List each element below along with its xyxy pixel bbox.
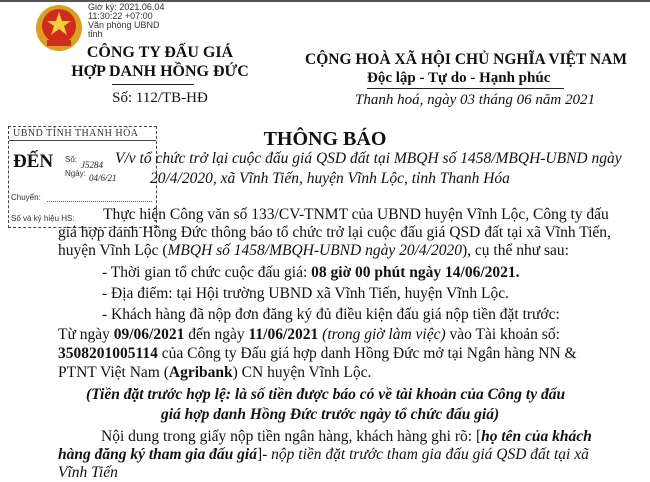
text: - Thời gian tổ chức cuộc đấu giá:	[102, 264, 312, 281]
text: 09/06/2021	[113, 326, 185, 343]
text: ]-	[256, 446, 272, 463]
text: hàng đăng ký tham gia đấu giá	[58, 446, 257, 463]
place-and-date: Thanh hoá, ngày 03 tháng 06 năm 2021	[355, 92, 595, 108]
text: Từ ngày	[58, 326, 114, 343]
text: đến ngày	[184, 326, 249, 343]
national-motto: Độc lập - Tự do - Hạnh phúc	[367, 70, 551, 86]
text: ) CN huyện Vĩnh Lộc.	[232, 364, 372, 381]
subject-line1: V/v tổ chức trở lại cuộc đấu giá QSD đất tại MBQH số 1458/MBQH-UBND ngày	[115, 150, 622, 167]
stamp-ngay-value: 04/6/21	[89, 173, 117, 183]
deposit-line4	[58, 364, 371, 382]
document-title: THÔNG BÁO	[263, 128, 387, 150]
text: ), cụ thể như sau:	[461, 242, 569, 259]
signature-office: Văn phòng UBND	[88, 20, 160, 30]
body-p1-line3	[58, 242, 569, 260]
stamp-dotted-line	[47, 201, 152, 202]
signature-timezone: 11:30:22 +07:00	[88, 11, 153, 21]
stamp-den: ĐẾN	[13, 151, 54, 172]
signature-time: Giờ ký: 2021.06.04	[88, 2, 165, 12]
stamp-hs-label: Số và ký hiệu HS:	[11, 214, 75, 223]
content-line1	[101, 428, 592, 446]
stamp-so-value: J5284	[81, 160, 103, 170]
deposit-line2	[58, 326, 560, 344]
text: Agribank	[168, 364, 233, 381]
deposit-line1: - Khách hàng đã nộp đơn đăng ký đủ điều kiện đấu giá nộp tiền đặt trước:	[102, 306, 560, 323]
text: huyện Vĩnh Lộc (	[58, 242, 168, 259]
stamp-so-label: Số:	[65, 155, 78, 164]
auction-place: - Địa điểm: tại Hội trường UBND xã Vĩnh Tiến, huyện Vĩnh Lộc.	[102, 285, 509, 302]
deposit-line3	[58, 345, 577, 363]
note-line1: (Tiền đặt trước hợp lệ: là số tiền được báo có về tài khoản của Công ty đấu	[86, 386, 566, 403]
stamp-divider	[9, 140, 156, 141]
text: MBQH số 1458/MBQH-UBND ngày 20/4/2020	[167, 242, 462, 259]
text: họ tên của khách	[481, 428, 592, 445]
text: 11/06/2021	[248, 326, 319, 343]
country-name: CỘNG HOÀ XÃ HỘI CHỦ NGHĨA VIỆT NAM	[305, 51, 627, 68]
stamp-ngay-label: Ngày:	[65, 169, 86, 178]
stamp-chuyen-label: Chuyển:	[11, 193, 41, 202]
header-underline	[112, 84, 194, 85]
digital-signature-info	[88, 3, 164, 39]
text: nộp tiền đặt trước tham gia đấu giá QSD đất tại xã	[271, 446, 589, 463]
document-number: Số: 112/TB-HĐ	[112, 90, 208, 106]
content-line3: Vĩnh Tiến	[58, 464, 118, 481]
body-p1-line1: Thực hiện Công văn số 133/CV-TNMT của UBND huyện Vĩnh Lộc, Công ty đấu	[103, 206, 609, 223]
signature-office-cont: tỉnh	[88, 29, 103, 39]
company-name-line2: HỢP DANH HỒNG ĐỨC	[71, 63, 249, 80]
motto-underline	[367, 88, 564, 89]
company-name-line1: CÔNG TY ĐẤU GIÁ	[86, 44, 234, 61]
stamp-header: UBND TỈNH THANH HÓA	[13, 128, 139, 139]
body-p1-line2: giá hợp danh Hồng Đức thông báo tổ chức trở lại cuộc đấu giá QSD đất tại xã Vĩnh Tiến,	[58, 224, 611, 241]
text: (trong giờ làm việc)	[318, 326, 446, 343]
text: vào Tài khoản số:	[445, 326, 560, 343]
account-number: 3508201005114	[58, 345, 158, 362]
national-emblem-icon	[34, 3, 84, 53]
content-line2	[58, 446, 589, 464]
text: PTNT Việt Nam (	[58, 364, 169, 381]
auction-time	[102, 264, 520, 282]
text: 08 giờ 00 phút ngày 14/06/2021.	[311, 264, 520, 281]
text: Nội dung trong giấy nộp tiền ngân hàng, khách hàng ghi rõ: [	[101, 428, 482, 445]
text: của Công ty Đấu giá hợp danh Hồng Đức mở tại Ngân hàng NN &	[157, 345, 577, 362]
subject-line2: 20/4/2020, xã Vĩnh Tiến, huyện Vĩnh Lộc, tỉnh Thanh Hóa	[150, 170, 510, 187]
note-line2: giá hợp danh Hồng Đức trước ngày tổ chức đấu giá)	[161, 406, 500, 423]
